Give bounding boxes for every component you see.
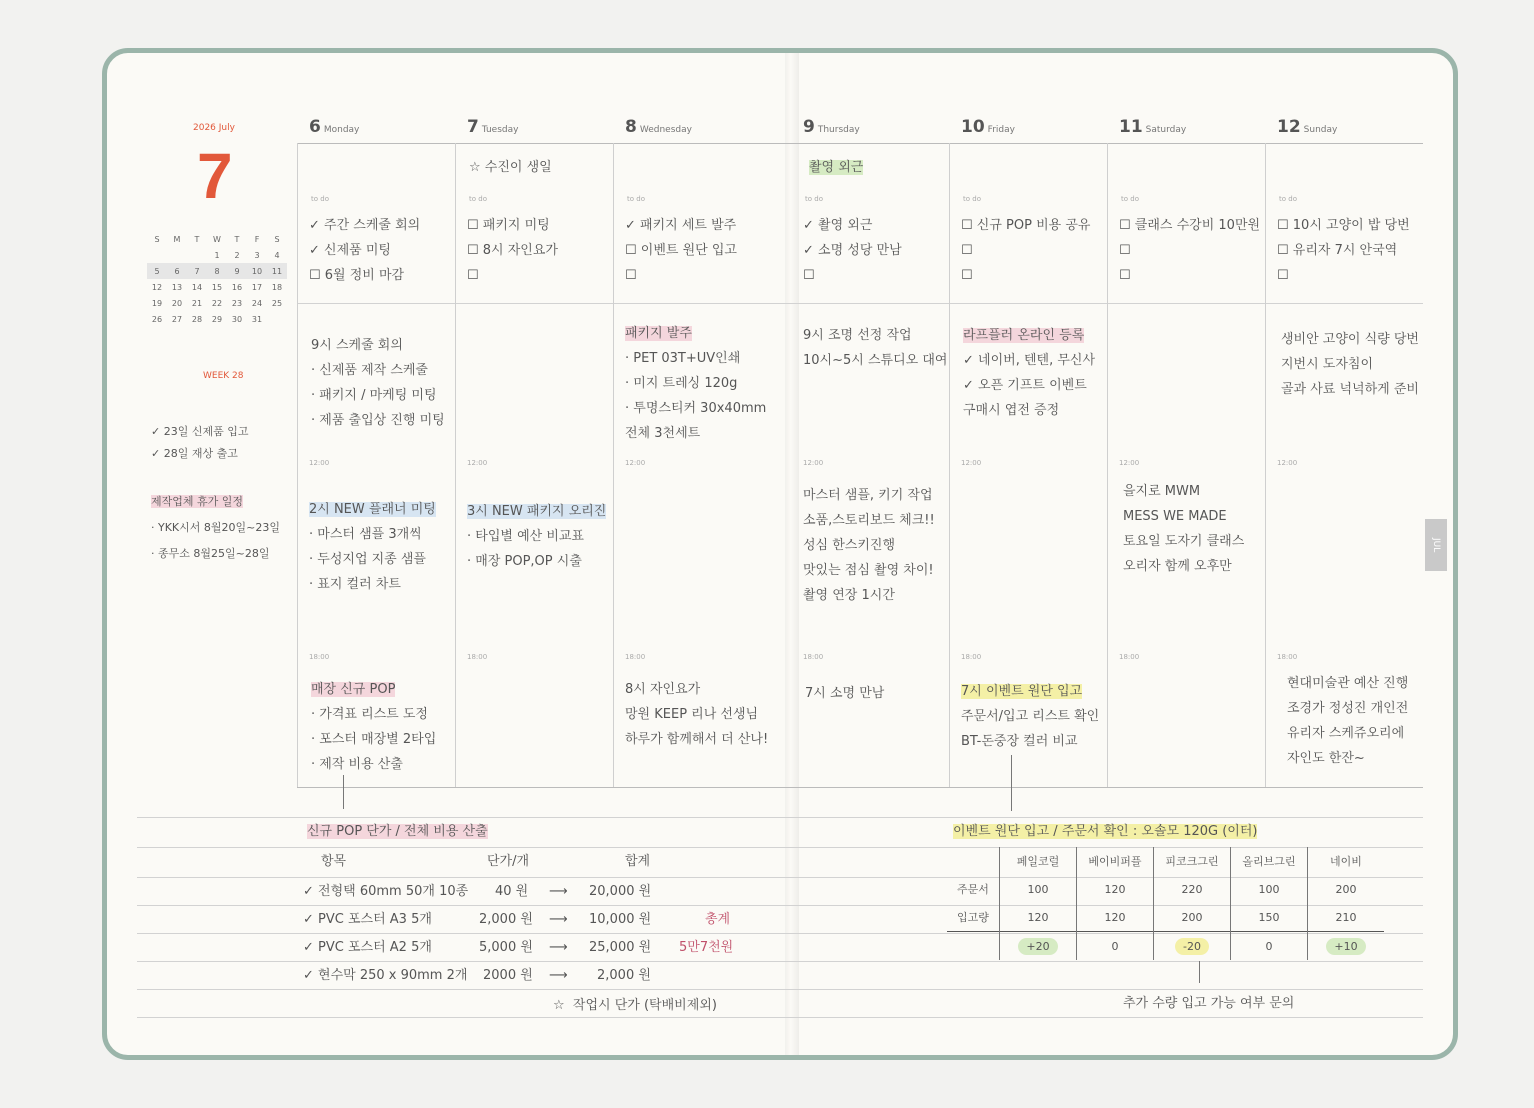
todo-label: to do xyxy=(1121,195,1139,203)
note-line: 하루가 함께해서 더 산나! xyxy=(625,732,769,747)
cal-day: 30 xyxy=(231,314,243,324)
fabric-cell: 120 xyxy=(1000,903,1077,932)
header-rule xyxy=(297,143,1423,144)
cost-row-item: ✓ 전형택 60mm 50개 10종 xyxy=(303,884,469,899)
day-number: 10 xyxy=(961,117,985,137)
cost-row-item: ✓ PVC 포스터 A2 5개 xyxy=(303,940,432,955)
todo-item[interactable]: ☐ 이벤트 원단 입고 xyxy=(625,243,737,258)
sum-label: 총계 xyxy=(705,912,731,927)
cal-day: 29 xyxy=(211,314,223,324)
fabric-order-row xyxy=(947,875,1384,903)
cost-row-total: 10,000 원 xyxy=(589,912,652,927)
cal-day: 11 xyxy=(271,266,283,276)
cal-day: 15 xyxy=(211,282,223,292)
time-label: 12:00 xyxy=(625,459,646,467)
cal-head: S xyxy=(154,234,160,244)
fabric-row-label xyxy=(947,932,1000,961)
day-name: Saturday xyxy=(1145,125,1187,135)
time-label: 18:00 xyxy=(961,653,982,661)
cal-day: 22 xyxy=(211,298,223,308)
note-line: 구매시 엽전 증정 xyxy=(963,403,1060,418)
cal-row xyxy=(147,295,287,311)
fabric-received-row xyxy=(947,903,1384,932)
note-line: · 두성지업 지종 샘플 xyxy=(309,552,426,567)
am-notes xyxy=(311,333,445,433)
fabric-cell: 150 xyxy=(1231,903,1308,932)
cost-row-item: ✓ PVC 포스터 A3 5개 xyxy=(303,912,432,927)
note-line: · 신제품 제작 스케줄 xyxy=(311,363,428,378)
todo-list xyxy=(625,213,737,288)
note-line: · 가격표 리스트 도정 xyxy=(311,707,428,722)
cal-day: 25 xyxy=(271,298,283,308)
ruled-line xyxy=(137,817,1423,818)
fabric-cell: 220 xyxy=(1154,875,1231,903)
todo-item[interactable]: ☐ 패키지 미팅 xyxy=(467,218,550,233)
fabric-footnote: 추가 수량 입고 가능 여부 문의 xyxy=(1123,996,1295,1011)
mini-calendar xyxy=(147,231,287,327)
note-line: 소품,스토리보드 체크!! xyxy=(803,513,935,528)
todo-item[interactable]: ✓ 주간 스케줄 회의 xyxy=(309,218,421,233)
col-divider xyxy=(297,143,298,787)
cal-day: 18 xyxy=(271,282,283,292)
note-line: 3시 NEW 패키지 오리진 xyxy=(467,504,607,519)
time-label: 12:00 xyxy=(467,459,488,467)
note-line: 유리자 스케쥬오리에 xyxy=(1287,726,1405,741)
day-header xyxy=(309,117,359,137)
note-line: 패키지 발주 xyxy=(625,326,692,341)
day-header xyxy=(961,117,1015,137)
cal-day: 13 xyxy=(171,282,183,292)
cal-head: W xyxy=(213,234,221,244)
am-notes xyxy=(1281,327,1419,402)
cal-day: 16 xyxy=(231,282,243,292)
todo-item[interactable]: ☐ xyxy=(467,268,479,283)
todo-list xyxy=(803,213,902,288)
note-line: · 제품 출입상 진행 미팅 xyxy=(311,413,445,428)
todo-item[interactable]: ☐ xyxy=(803,268,815,283)
eve-notes xyxy=(961,679,1099,754)
day-name: Sunday xyxy=(1303,125,1338,135)
eve-notes xyxy=(311,677,436,777)
top-note-text: 수진이 생일 xyxy=(484,160,552,175)
todo-item[interactable]: ☐ xyxy=(961,268,973,283)
sidebar-checks xyxy=(151,421,248,465)
day-name: Tuesday xyxy=(481,125,519,135)
pm-notes xyxy=(467,499,606,574)
cal-day: 7 xyxy=(194,266,200,276)
note-line: 9시 스케줄 회의 xyxy=(311,338,403,353)
am-notes xyxy=(803,323,947,373)
pop-footnote-text: 작업시 단가 (탁배비제외) xyxy=(572,998,717,1013)
pop-footnote: ☆ 작업시 단가 (탁배비제외) xyxy=(553,998,717,1013)
note-line: 생비안 고양이 식량 당번 xyxy=(1281,332,1419,347)
week-number: WEEK 28 xyxy=(203,371,244,381)
time-label: 18:00 xyxy=(1119,653,1140,661)
fabric-corner xyxy=(947,847,1000,875)
arrow-down-icon xyxy=(343,775,344,809)
time-label: 12:00 xyxy=(309,459,330,467)
cal-day xyxy=(147,247,167,263)
sidebar-notes xyxy=(151,489,280,567)
cal-head: T xyxy=(234,234,240,244)
day-number: 8 xyxy=(625,117,637,137)
mini-calendar-head xyxy=(147,231,287,247)
sidebar-year-month: 2026 July xyxy=(193,123,235,133)
note-line: · PET 03T+UV인쇄 xyxy=(625,351,741,366)
fabric-cell: 100 xyxy=(1000,875,1077,903)
day-name: Wednesday xyxy=(639,125,692,135)
sidebar-note-title: 제작업체 휴가 일정 xyxy=(151,495,244,508)
am-notes xyxy=(625,321,766,446)
fabric-diff-row xyxy=(947,932,1384,961)
sidebar-big-month: 7 xyxy=(197,140,233,212)
todo-item[interactable]: ☐ 신규 POP 비용 공유 xyxy=(961,218,1091,233)
sidebar-note-item: · 종무소 8월25일~28일 xyxy=(151,547,270,560)
cal-day: 20 xyxy=(171,298,183,308)
todo-list xyxy=(1119,213,1260,288)
todo-item[interactable]: ☐ 유리자 7시 안국역 xyxy=(1277,243,1398,258)
note-line: · 표지 컬러 차트 xyxy=(309,577,401,592)
note-line: 을지로 MWM xyxy=(1123,484,1201,499)
fabric-diff-cell: +20 xyxy=(1018,938,1057,955)
cost-row-unit: 5,000 원 xyxy=(479,940,533,955)
day-name: Monday xyxy=(323,125,360,135)
todo-item[interactable]: ☐ xyxy=(1277,268,1289,283)
day-number: 12 xyxy=(1277,117,1301,137)
top-note-tuesday: ☆ 수진이 생일 xyxy=(469,160,552,175)
sidebar-check-item: ✓ 23일 신제품 입고 xyxy=(151,425,249,438)
col-header-unit: 단가/개 xyxy=(487,854,530,869)
note-line: 현대미술관 예산 진행 xyxy=(1287,676,1409,691)
cal-day: 24 xyxy=(251,298,263,308)
day-number: 9 xyxy=(803,117,815,137)
todo-item[interactable]: ☐ 8시 자인요가 xyxy=(467,243,558,258)
day-name: Thursday xyxy=(817,125,860,135)
todo-item[interactable]: ☐ xyxy=(1119,243,1131,258)
todo-item[interactable]: ✓ 소명 성당 만남 xyxy=(803,243,902,258)
cost-row-unit: 2,000 원 xyxy=(479,912,533,927)
note-line: 전체 3천세트 xyxy=(625,426,701,441)
note-line: 맛있는 점심 촬영 차이! xyxy=(803,563,934,578)
todo-item[interactable]: ☐ 6월 정비 마감 xyxy=(309,268,405,283)
pop-cost-title xyxy=(307,819,488,844)
todo-item[interactable]: ☐ 클래스 수강비 10만원 xyxy=(1119,218,1261,233)
col-divider xyxy=(613,143,614,787)
note-line: BT-돈중장 컬러 비교 xyxy=(961,734,1078,749)
sidebar-check-item: ✓ 28일 재상 출고 xyxy=(151,447,238,460)
cost-row-total: 25,000 원 xyxy=(589,940,652,955)
note-line: 7시 이벤트 원단 입고 xyxy=(961,684,1083,699)
fabric-col-header: 페일코럴 xyxy=(1000,847,1077,875)
todo-rule xyxy=(297,303,1423,304)
cost-row-total: 20,000 원 xyxy=(589,884,652,899)
cal-row xyxy=(147,247,287,263)
arrow-right-icon: ⟶ xyxy=(549,912,568,927)
cal-head: F xyxy=(254,234,260,244)
am-notes xyxy=(963,323,1095,423)
cal-day: 21 xyxy=(191,298,203,308)
todo-label: to do xyxy=(963,195,981,203)
arrow-right-icon: ⟶ xyxy=(549,968,568,983)
note-line: 7시 소명 만남 xyxy=(805,686,885,701)
note-line: 골과 사료 넉넉하게 준비 xyxy=(1281,382,1419,397)
eve-notes xyxy=(805,681,884,706)
top-note-thursday xyxy=(809,155,863,180)
ruled-line xyxy=(137,1017,1423,1018)
cost-row-item: ✓ 현수막 250 x 90mm 2개 xyxy=(303,968,468,983)
todo-list xyxy=(467,213,558,288)
fabric-title xyxy=(953,819,1257,844)
cal-day: 10 xyxy=(251,266,263,276)
cal-row xyxy=(147,279,287,295)
todo-label: to do xyxy=(469,195,487,203)
cal-day xyxy=(267,311,287,327)
fabric-cell: 120 xyxy=(1077,875,1154,903)
fabric-row-label: 주문서 xyxy=(957,883,989,896)
fabric-col-header: 피코크그린 xyxy=(1154,847,1231,875)
fabric-cell: 210 xyxy=(1308,903,1385,932)
note-line: 촬영 연장 1시간 xyxy=(803,588,895,603)
month-tab[interactable]: JUL xyxy=(1425,519,1447,571)
cal-day: 26 xyxy=(151,314,163,324)
col-divider xyxy=(455,143,456,787)
cal-day: 28 xyxy=(191,314,203,324)
fabric-title-text: 이벤트 원단 입고 / 주문서 확인 : 오솔모 120G (이터) xyxy=(953,824,1258,839)
cal-day: 27 xyxy=(171,314,183,324)
note-line: 마스터 샘플, 키기 작업 xyxy=(803,488,933,503)
arrow-down-icon xyxy=(1011,755,1012,811)
note-line: · 마스터 샘플 3개씩 xyxy=(309,527,422,542)
fabric-table xyxy=(947,847,1384,960)
time-label: 18:00 xyxy=(467,653,488,661)
note-line: 10시~5시 스튜디오 대여 xyxy=(803,353,948,368)
cal-day: 23 xyxy=(231,298,243,308)
day-number: 7 xyxy=(467,117,479,137)
todo-list xyxy=(961,213,1090,288)
todo-label: to do xyxy=(311,195,329,203)
time-label: 12:00 xyxy=(1119,459,1140,467)
day-header xyxy=(1119,117,1186,137)
fabric-diff-cell: -20 xyxy=(1175,938,1209,955)
fabric-diff-cell: 0 xyxy=(1265,939,1273,953)
col-divider xyxy=(1265,143,1266,787)
fabric-header-row xyxy=(947,847,1384,875)
fabric-cell: 200 xyxy=(1154,903,1231,932)
todo-item[interactable]: ✓ 촬영 외근 xyxy=(803,218,873,233)
sidebar-note-item: · YKK시서 8월20일~23일 xyxy=(151,521,280,534)
cal-day: 12 xyxy=(151,282,163,292)
note-line: 주문서/입고 리스트 확인 xyxy=(961,709,1100,724)
pm-notes xyxy=(1123,479,1244,579)
cal-day xyxy=(167,247,187,263)
note-line: 조경가 정성진 개인전 xyxy=(1287,701,1409,716)
note-line: 성심 한스키진행 xyxy=(803,538,896,553)
note-line: MESS WE MADE xyxy=(1123,509,1227,524)
fabric-cell: 200 xyxy=(1308,875,1385,903)
note-line: ✓ 네이버, 텐텐, 무신사 xyxy=(963,353,1096,368)
day-name: Friday xyxy=(987,125,1015,135)
col-header-item: 항목 xyxy=(321,854,347,869)
note-line: · 패키지 / 마케팅 미팅 xyxy=(311,388,437,403)
cal-row xyxy=(147,311,287,327)
planner-spread xyxy=(102,48,1458,1060)
fabric-row-label: 입고량 xyxy=(957,911,989,924)
cost-row-total: 2,000 원 xyxy=(597,968,651,983)
pm-notes xyxy=(309,497,436,597)
cal-day: 6 xyxy=(174,266,180,276)
fabric-col-header: 네이비 xyxy=(1308,847,1385,875)
todo-list xyxy=(1277,213,1410,288)
day-number: 6 xyxy=(309,117,321,137)
note-line: 토요일 도자기 클래스 xyxy=(1123,534,1245,549)
todo-list xyxy=(309,213,420,288)
todo-item[interactable]: ☐ xyxy=(961,243,973,258)
fabric-diff-cell: +10 xyxy=(1326,938,1365,955)
cost-row-unit: 2000 원 xyxy=(483,968,533,983)
note-line: 9시 조명 선정 작업 xyxy=(803,328,912,343)
cal-day: 14 xyxy=(191,282,203,292)
note-line: · 매장 POP,OP 시출 xyxy=(467,554,582,569)
time-label: 12:00 xyxy=(803,459,824,467)
cal-day: 5 xyxy=(154,266,160,276)
col-divider xyxy=(949,143,950,787)
note-line: ✓ 오픈 기프트 이벤트 xyxy=(963,378,1087,393)
todo-label: to do xyxy=(1279,195,1297,203)
day-number: 11 xyxy=(1119,117,1143,137)
note-line: 지번시 도자침이 xyxy=(1281,357,1374,372)
cal-row-current-week xyxy=(147,263,287,279)
cost-row-unit: 40 원 xyxy=(495,884,529,899)
cal-day: 2 xyxy=(234,250,240,260)
note-line: 망원 KEEP 리나 선생님 xyxy=(625,707,759,722)
arrow-right-icon: ⟶ xyxy=(549,940,568,955)
cal-day xyxy=(187,247,207,263)
fabric-diff-cell: 0 xyxy=(1111,939,1119,953)
cal-day: 4 xyxy=(274,250,280,260)
todo-item[interactable]: ✓ 신제품 미팅 xyxy=(309,243,391,258)
day-header xyxy=(803,117,860,137)
time-label: 18:00 xyxy=(803,653,824,661)
arrow-down-icon xyxy=(1199,961,1200,983)
cal-day: 19 xyxy=(151,298,163,308)
note-line: · 투명스티커 30x40mm xyxy=(625,401,767,416)
note-line: 라프플러 온라인 등록 xyxy=(963,328,1085,343)
note-line: · 미지 트레싱 120g xyxy=(625,376,738,391)
cal-day: 3 xyxy=(254,250,260,260)
fabric-col-header: 올리브그린 xyxy=(1231,847,1308,875)
cal-day: 1 xyxy=(214,250,220,260)
pop-cost-title-text: 신규 POP 단가 / 전체 비용 산출 xyxy=(307,824,488,839)
todo-label: to do xyxy=(627,195,645,203)
col-header-total: 합계 xyxy=(625,854,651,869)
todo-label: to do xyxy=(805,195,823,203)
note-line: · 타입별 예산 비교표 xyxy=(467,529,584,544)
day-header xyxy=(467,117,518,137)
cal-head: T xyxy=(194,234,200,244)
todo-item[interactable]: ✓ 패키지 세트 발주 xyxy=(625,218,737,233)
note-line: 8시 자인요가 xyxy=(625,682,701,697)
top-note-text: 촬영 외근 xyxy=(809,160,864,175)
time-label: 12:00 xyxy=(961,459,982,467)
fabric-col-header: 베이비퍼플 xyxy=(1077,847,1154,875)
time-label: 18:00 xyxy=(625,653,646,661)
arrow-right-icon: ⟶ xyxy=(549,884,568,899)
time-label: 18:00 xyxy=(1277,653,1298,661)
time-label: 12:00 xyxy=(1277,459,1298,467)
note-line: · 제작 비용 산출 xyxy=(311,757,403,772)
day-header xyxy=(1277,117,1337,137)
cal-day: 8 xyxy=(214,266,220,276)
cal-day: 31 xyxy=(251,314,263,324)
col-divider xyxy=(1107,143,1108,787)
note-line: 자인도 한잔~ xyxy=(1287,751,1365,766)
cal-head: M xyxy=(173,234,181,244)
note-line: 매장 신규 POP xyxy=(311,682,396,697)
pm-notes xyxy=(803,483,935,608)
sum-value: 5만7천원 xyxy=(679,940,734,955)
time-label: 18:00 xyxy=(309,653,330,661)
bottom-rule xyxy=(297,787,1423,788)
day-header xyxy=(625,117,692,137)
cal-day: 9 xyxy=(234,266,240,276)
todo-item[interactable]: ☐ xyxy=(625,268,637,283)
fabric-cell: 100 xyxy=(1231,875,1308,903)
eve-notes xyxy=(625,677,768,752)
cal-day: 17 xyxy=(251,282,263,292)
cal-head: S xyxy=(274,234,280,244)
note-line: 오리자 함께 오후만 xyxy=(1123,559,1232,574)
todo-item[interactable]: ☐ 10시 고양이 밥 당번 xyxy=(1277,218,1410,233)
note-line: 2시 NEW 플래너 미팅 xyxy=(309,502,436,517)
ruled-line xyxy=(137,961,1423,962)
note-line: · 포스터 매장별 2타입 xyxy=(311,732,437,747)
fabric-cell: 120 xyxy=(1077,903,1154,932)
todo-item[interactable]: ☐ xyxy=(1119,268,1131,283)
ruled-line xyxy=(137,989,1423,990)
eve-notes xyxy=(1287,671,1408,771)
